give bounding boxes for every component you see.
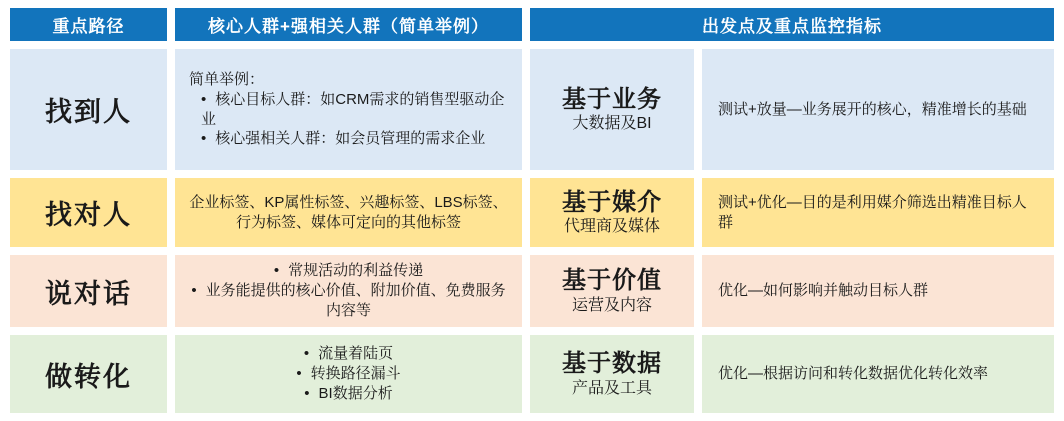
path-cell: 做转化 <box>10 335 167 413</box>
basis-cell <box>530 255 694 327</box>
example-bullet: • 业务能提供的核心价值、附加价值、免费服务内容等 <box>189 281 508 321</box>
header-metrics: 出发点及重点监控指标 <box>530 8 1054 41</box>
basis-title: 基于数据 <box>562 350 662 377</box>
metric-cell: 优化—根据访问和转化数据优化转化效率 <box>702 335 1054 413</box>
basis-title: 基于业务 <box>562 85 662 113</box>
basis-subtitle: 运营及内容 <box>571 296 652 314</box>
path-cell: 找对人 <box>10 178 167 247</box>
example-bullet: • 转换路径漏斗 <box>296 364 400 384</box>
metric-cell: 测试+优化—目的是利用媒介筛选出精准目标人群 <box>702 178 1054 247</box>
basis-title: 基于媒介 <box>562 188 662 216</box>
examples-content <box>189 70 508 149</box>
example-bullet: • 常规活动的利益传递 <box>189 261 508 281</box>
basis-title: 基于价值 <box>562 267 662 294</box>
examples-cell: 企业标签、KP属性标签、兴趣标签、LBS标签、行为标签、媒体可定向的其他标签 <box>175 178 522 247</box>
metric-cell: 测试+放量—业务展开的核心，精准增长的基础 <box>702 49 1054 170</box>
example-bullet: • BI数据分析 <box>296 384 400 404</box>
header-audience: 核心人群+强相关人群（简单举例） <box>175 8 522 41</box>
example-bullet: • 核心强相关人群：如会员管理的需求企业 <box>189 129 508 149</box>
header-path: 重点路径 <box>10 8 167 41</box>
examples-content <box>296 344 400 403</box>
example-bullet: • 流量着陆页 <box>296 344 400 364</box>
examples-cell <box>175 335 522 413</box>
basis-cell <box>530 178 694 247</box>
basis-subtitle: 产品及工具 <box>571 379 652 397</box>
examples-cell <box>175 49 522 170</box>
basis-cell <box>530 49 694 170</box>
basis-subtitle: 代理商及媒体 <box>563 218 660 236</box>
example-bullet: • 核心目标人群：如CRM需求的销售型驱动企业 <box>189 90 508 130</box>
basis-cell <box>530 335 694 413</box>
metric-cell: 优化—如何影响并触动目标人群 <box>702 255 1054 327</box>
examples-cell <box>175 255 522 327</box>
examples-intro: 简单举例： <box>189 70 265 88</box>
basis-subtitle: 大数据及BI <box>572 115 652 133</box>
path-cell: 找到人 <box>10 49 167 170</box>
examples-content <box>189 261 508 320</box>
path-cell: 说对话 <box>10 255 167 327</box>
